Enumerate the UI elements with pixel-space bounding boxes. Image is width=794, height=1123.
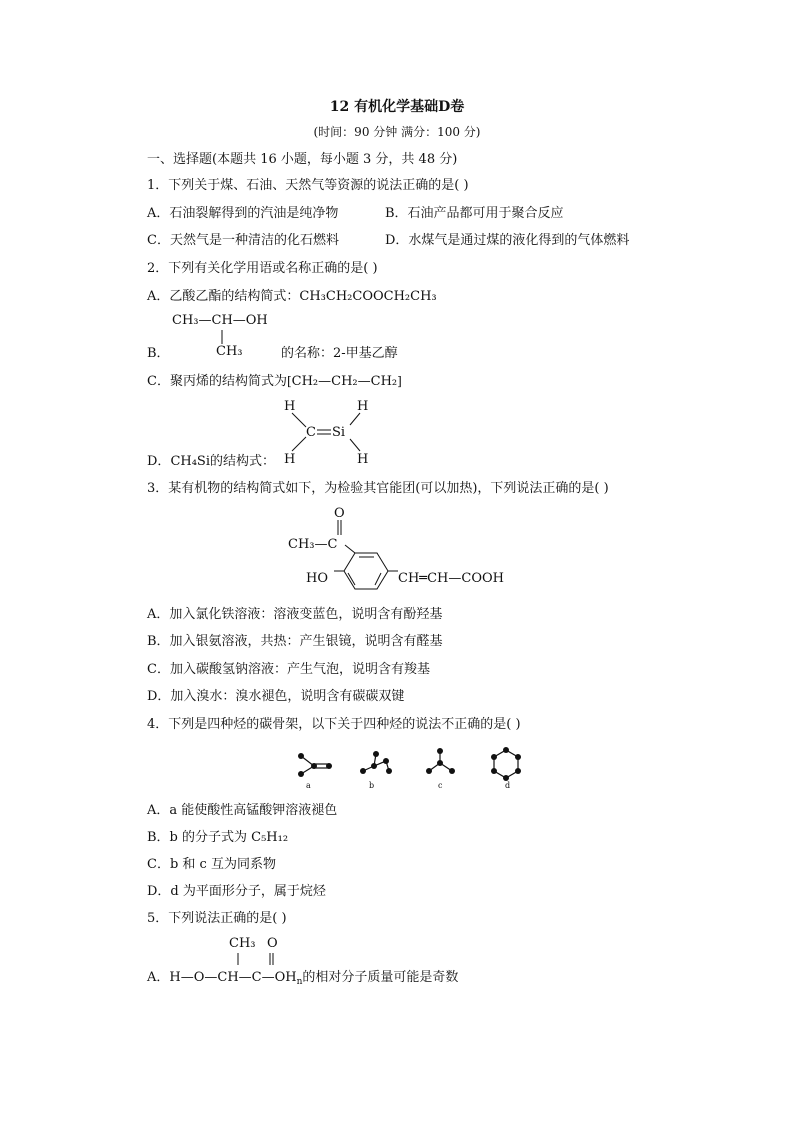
q5-poly-bonds bbox=[230, 951, 280, 967]
q2-option-a-formula: CH₃CH₂COOCH₂CH₃ bbox=[299, 289, 437, 304]
page-title: 12 有机化学基础D卷 bbox=[329, 99, 465, 115]
q2-d-atom-h4: H bbox=[357, 452, 369, 467]
q4-label-b: b bbox=[369, 781, 375, 790]
q5-poly-n: n bbox=[296, 977, 303, 987]
q4-stem: 4．下列是四种烃的碳骨架，以下关于四种烃的说法不正确的是( ) bbox=[147, 717, 521, 732]
q2-option-d bbox=[147, 454, 275, 470]
q2-d-atom-c: C bbox=[306, 425, 316, 440]
q4-option-c: C．b 和 c 互为同系物 bbox=[147, 857, 276, 872]
q2-d-atom-h3: H bbox=[284, 452, 296, 467]
q1-option-b: B．石油产品都可用于聚合反应 bbox=[385, 206, 564, 221]
exam-time-info: (时间：90 分钟 满分：100 分) bbox=[313, 125, 481, 139]
q3-struct-ho: HO bbox=[306, 571, 328, 586]
q2-option-d-text: 的结构式： bbox=[210, 454, 276, 469]
q4-carbon-skeletons bbox=[296, 746, 536, 796]
q5-stem: 5．下列说法正确的是( ) bbox=[147, 911, 287, 926]
q3-option-c: C．加入碳酸氢钠溶液：产生气泡，说明含有羧基 bbox=[147, 662, 430, 677]
q2-stem: 2．下列有关化学用语或名称正确的是( ) bbox=[147, 261, 378, 276]
q4-option-d: D．d 为平面形分子，属于烷烃 bbox=[147, 884, 326, 899]
skeleton-a bbox=[298, 753, 332, 777]
q2-b-bond bbox=[221, 330, 223, 344]
q5-poly-main: H—O—CH—C—OH bbox=[169, 970, 297, 985]
q5-poly-ch3: CH₃ bbox=[229, 936, 256, 951]
q2-option-a-label: A．乙酸乙酯的结构简式： bbox=[147, 289, 300, 304]
q5-option-a-text: 的相对分子质量可能是奇数 bbox=[302, 970, 459, 985]
skeleton-d bbox=[491, 747, 521, 781]
q4-label-d: d bbox=[505, 781, 511, 790]
q1-option-a: A．石油裂解得到的汽油是纯净物 bbox=[147, 206, 339, 221]
q2-b-structure-top: CH₃—CH—OH bbox=[172, 313, 268, 328]
q2-option-c: C．聚丙烯的结构简式为[CH₂—CH₂—CH₂] bbox=[147, 374, 402, 389]
q2-d-atom-h2: H bbox=[357, 399, 369, 414]
q4-option-b: B．b 的分子式为 C₅H₁₂ bbox=[147, 830, 289, 845]
q2-d-atom-si: Si bbox=[332, 425, 346, 440]
q2-option-d-formula: CH₄Si bbox=[170, 454, 210, 469]
q5-poly-o: O bbox=[267, 936, 278, 951]
q3-option-a: A．加入氯化铁溶液：溶液变蓝色，说明含有酚羟基 bbox=[147, 607, 443, 622]
q3-option-b: B．加入银氨溶液，共热：产生银镜，说明含有醛基 bbox=[147, 634, 443, 649]
section-heading: 一、选择题(本题共 16 小题，每小题 3 分，共 48 分) bbox=[147, 152, 458, 167]
q3-stem: 3．某有机物的结构简式如下，为检验其官能团(可以加热)，下列说法正确的是( ) bbox=[147, 481, 609, 496]
q1-option-c: C．天然气是一种清洁的化石燃料 bbox=[147, 233, 339, 248]
q3-struct-acetyl: CH₃—C bbox=[288, 537, 338, 552]
q4-label-a: a bbox=[306, 781, 311, 790]
q2-option-a bbox=[147, 289, 437, 305]
q2-option-c-formula: CH₂—CH₂—CH₂ bbox=[291, 374, 398, 389]
q5-option-a bbox=[147, 970, 458, 990]
q3-option-d: D．加入溴水：溴水褪色，说明含有碳碳双键 bbox=[147, 689, 405, 704]
q2-option-b-label: B． bbox=[147, 346, 170, 361]
q3-benzene-ring bbox=[320, 515, 410, 595]
skeleton-c bbox=[426, 748, 455, 774]
q2-d-atom-h1: H bbox=[284, 399, 296, 414]
q1-option-d: D．水煤气是通过煤的液化得到的气体燃料 bbox=[385, 233, 630, 248]
q2-b-structure-bottom: CH₃ bbox=[216, 344, 243, 359]
q4-option-a: A．a 能使酸性高锰酸钾溶液褪色 bbox=[147, 803, 338, 818]
q5-option-a-label: A． bbox=[147, 970, 170, 985]
q2-option-c-label: C．聚丙烯的结构简式为 bbox=[147, 374, 287, 389]
q2-d-bonds bbox=[280, 395, 380, 475]
q2-option-b-text: 的名称：2-甲基乙醇 bbox=[281, 346, 398, 361]
q4-label-c: c bbox=[438, 781, 443, 790]
q2-option-d-label: D． bbox=[147, 454, 171, 469]
q3-struct-o: O bbox=[334, 506, 345, 521]
q3-struct-chain: CH═CH—COOH bbox=[398, 571, 504, 586]
q1-stem: 1．下列关于煤、石油、天然气等资源的说法正确的是( ) bbox=[147, 178, 469, 193]
skeleton-b bbox=[360, 751, 392, 774]
